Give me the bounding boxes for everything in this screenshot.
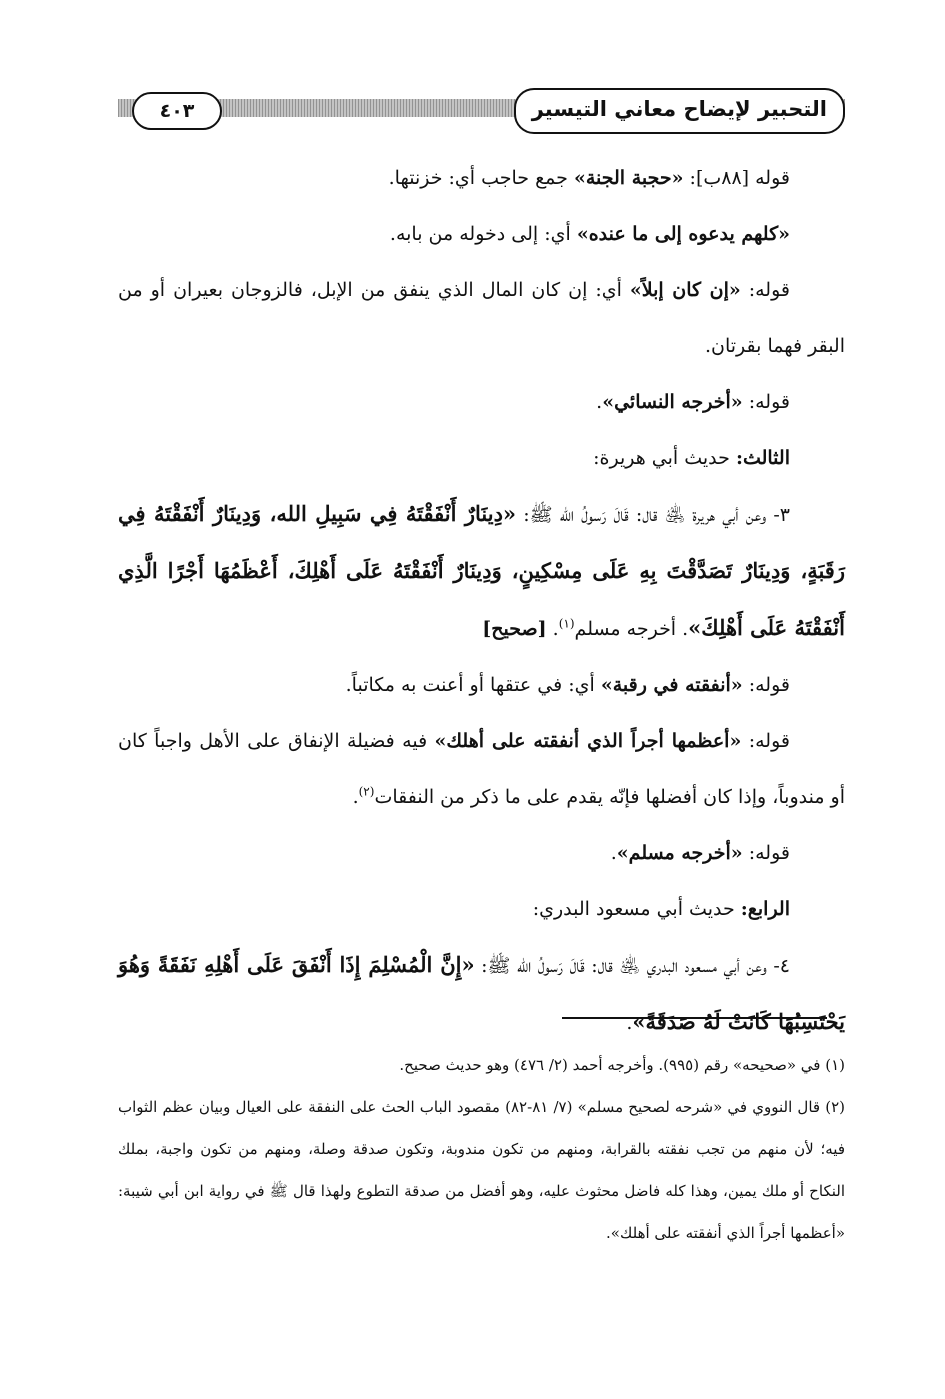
footnotes <box>118 1044 845 1254</box>
hadith-text: «دِينَارٌ أَنْفَقْتَهُ فِي سَبِيلِ الله، وَدِينَارٌ أَنْفَقْتَهُ فِي رَقَبَةٍ، وَدِينَارٌ تَصَدَّقْتَ بِهِ عَلَى مِسْكِينٍ، وَدِينَارٌ أَنْفَقْتَهُ عَلَى أَهْلِكَ، أَعْظَمُهَا أَجْرًا الَّذِي أَنْفَقْتَهُ عَلَى أَهْلِكَ» <box>118 501 845 640</box>
paragraph-1: قوله [٨٨ب]: «حجبة الجنة» جمع حاجب أي: خزنتها. <box>388 167 790 189</box>
footnote-2: (٢) قال النووي في «شرحه لصحيح مسلم» (٧/ ٨١-٨٢) مقصود الباب الحث على النفقة على العيال وبيان عظم الثواب فيه؛ لأن منهم من تجب نفقته بالقرابة، ومنهم من تكون مندوبة، وتكون صدقة وصلة، ومنهم من تكون واجبة، بملك النكاح أو ملك يمين، وهذا كله فاضل محثوث عليه، وهو أفضل من صدقة التطوع ولهذا قال ﷺ في رواية ابن أبي شيبة: «أعظمها أجراً الذي أنفقته على أهلك». <box>118 1098 845 1242</box>
hadith-text: «إِنَّ الْمُسْلِمَ إِذَا أَنْفَقَ عَلَى أَهْلِهِ نَفَقَةً وَهُوَ يَحْتَسِبُهَا كَانَتْ لَهُ صَدَقَةً» <box>118 952 845 1034</box>
paragraph-7: قوله: «أنفقته في رقبة» أي: في عتقها أو أعنت به مكاتباً. <box>345 674 790 696</box>
paragraph-3: قوله: «إن كان إبلاً» أي: إن كان المال الذي ينفق من الإبل، فالزوجان بعيران أو من البقر فهما بقرتان. <box>118 279 845 357</box>
quoted-term: «أخرجه مسلم» <box>616 842 743 864</box>
paragraph-2: «كلهم يدعوه إلى ما عنده» أي: إلى دخوله من بابه. <box>389 223 790 245</box>
section-heading-third: الثالث: حديث أبي هريرة: <box>593 447 790 469</box>
main-text <box>118 150 845 1051</box>
section-heading-fourth: الرابع: حديث أبي مسعود البدري: <box>532 898 790 920</box>
page-number: ٤٠٣ <box>132 92 222 130</box>
section-label: الرابع: <box>740 898 790 920</box>
footnote-ref-1[interactable]: (١) <box>558 616 575 631</box>
hadith-3: ٣- وعن أبي هريرة ﵁ قال: قَالَ رَسولُ الله ﷺ: «دِينَارٌ أَنْفَقْتَهُ فِي سَبِيلِ الله، وَدِينَارٌ أَنْفَقْتَهُ فِي رَقَبَةٍ، وَدِينَارٌ تَصَدَّقْتَ بِهِ عَلَى مِسْكِينٍ، وَدِينَارٌ أَنْفَقْتَهُ عَلَى أَهْلِكَ، أَعْظَمُهَا أَجْرًا الَّذِي أَنْفَقْتَهُ عَلَى أَهْلِكَ». أخرجه مسلم$^{(١)}$. [صحيح] <box>118 501 845 640</box>
paragraph-9: قوله: «أخرجه مسلم». <box>610 842 790 864</box>
quoted-term: «أنفقته في رقبة» <box>600 674 743 696</box>
quoted-term: «حجبة الجنة» <box>573 167 684 189</box>
quoted-term: «إن كان إبلاً» <box>629 279 741 301</box>
section-label: الثالث: <box>735 447 790 469</box>
book-title: التحبير لإيضاح معاني التيسير <box>514 88 845 134</box>
grade-label: [صحيح] <box>482 618 547 640</box>
paragraph-8: قوله: «أعظمها أجراً الذي أنفقته على أهلك» فيه فضيلة الإنفاق على الأهل واجباً كان أو مندوباً، وإذا كان أفضلها فإنّه يقدم على ما ذكر من النفقات$^{(٢)}$. <box>118 730 845 808</box>
paragraph-4: قوله: «أخرجه النسائي». <box>596 391 790 413</box>
quoted-term: «كلهم يدعوه إلى ما عنده» <box>576 223 790 245</box>
footnote-ref-2[interactable]: (٢) <box>358 784 375 799</box>
quoted-term: «أعظمها أجراً الذي أنفقته على أهلك» <box>434 730 742 752</box>
footnote-divider <box>562 1017 827 1019</box>
quoted-term: «أخرجه النسائي» <box>602 391 743 413</box>
running-header <box>118 88 845 134</box>
footnote-1: (١) في «صحيحه» رقم (٩٩٥). وأخرجه أحمد (٢/ ٤٧٦) وهو حديث صحيح. <box>399 1056 845 1074</box>
hadith-4: ٤- وعن أبي مسعود البدري ﵁ قال: قَالَ رَسولُ الله ﷺ: «إِنَّ الْمُسْلِمَ إِذَا أَنْفَقَ عَلَى أَهْلِهِ نَفَقَةً وَهُوَ يَحْتَسِبُهَا كَانَتْ لَهُ صَدَقَةً». <box>118 952 845 1034</box>
